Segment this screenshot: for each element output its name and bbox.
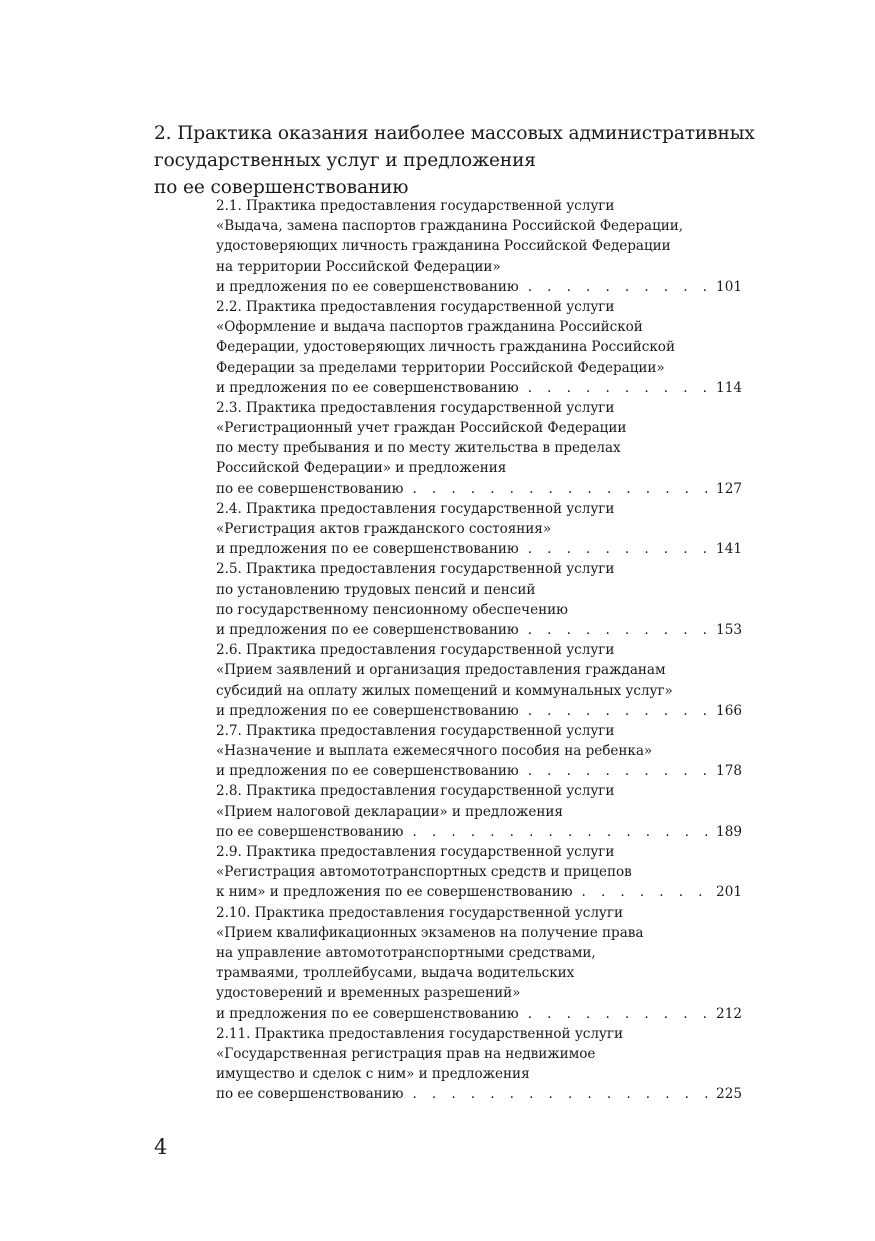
toc-entry-last-line — [216, 882, 742, 902]
toc-entry-line: «Регистрация актов гражданского состояния» — [216, 521, 552, 537]
toc-entry-2-11[interactable] — [216, 1024, 742, 1105]
toc-entry-2-7[interactable] — [216, 721, 742, 782]
toc-entry-last-line — [216, 620, 742, 640]
toc-entry-line: удостоверений и временных разрешений» — [216, 985, 521, 1002]
toc-entry-line: субсидий на оплату жилых помещений и коммунальных услуг» — [216, 682, 673, 699]
toc-entry-line: и предложения по ее совершенствованию — [216, 763, 519, 780]
toc-entry-line: «Регистрационный учет граждан Российской Федерации — [216, 420, 627, 437]
toc-entry-line: и предложения по ее совершенствованию — [216, 379, 519, 396]
dot-leader — [412, 479, 708, 499]
dot-leader — [412, 822, 708, 842]
toc-entry-2-1[interactable] — [216, 196, 742, 297]
dot-leader — [582, 882, 709, 902]
toc-entry-last-line — [216, 822, 742, 842]
toc-entry-line: Федерации, удостоверяющих личность гражданина Российской — [216, 339, 675, 356]
toc-entry-line: «Регистрация автомототранспортных средств и прицепов — [216, 864, 632, 881]
page-number: 4 — [154, 1135, 168, 1159]
toc-entry-line: 2.5. Практика предоставления государственной услуги — [216, 561, 615, 578]
toc-entry-line: «Прием заявлений и организация предоставления гражданам — [216, 662, 666, 679]
toc-entry-last-line — [216, 1004, 742, 1024]
toc-entry-line: Федерации за пределами территории Российской Федерации» — [216, 359, 665, 376]
toc-entry-line: 2.7. Практика предоставления государственной услуги — [216, 722, 615, 739]
toc-page-number: 166 — [716, 702, 742, 719]
heading-line: по ее совершенствованию — [154, 177, 409, 198]
toc-entry-line: 2.9. Практика предоставления государственной услуги — [216, 844, 615, 860]
toc-entry-line: по ее совершенствованию — [216, 1086, 404, 1103]
toc-entry-last-line — [216, 277, 742, 297]
toc-entry-2-4[interactable] — [216, 499, 742, 560]
dot-leader — [528, 277, 708, 297]
dot-leader — [412, 1084, 708, 1104]
toc-entry-line: по государственному пенсионному обеспечению — [216, 601, 568, 618]
section-heading — [154, 120, 774, 201]
toc-entry-2-3[interactable] — [216, 398, 742, 499]
dot-leader — [528, 1004, 708, 1024]
heading-line: государственных услуг и предложения — [154, 150, 536, 171]
toc-entry-line: по ее совершенствованию — [216, 480, 404, 497]
toc-entry-line: 2.1. Практика предоставления государственной услуги — [216, 198, 615, 214]
toc-entry-line: «Назначение и выплата ежемесячного пособия на ребенка» — [216, 743, 653, 760]
toc-entry-line: 2.11. Практика предоставления государственной услуги — [216, 1025, 623, 1042]
toc-page-number: 225 — [716, 1086, 742, 1103]
dot-leader — [528, 701, 708, 721]
toc-entry-2-10[interactable] — [216, 903, 742, 1024]
toc-entry-last-line — [216, 1084, 742, 1104]
toc-entry-line: «Прием налоговой декларации» и предложения — [216, 803, 563, 820]
toc-entry-2-6[interactable] — [216, 640, 742, 721]
heading-line: 2. Практика оказания наиболее массовых административных — [154, 123, 755, 144]
toc-page-number: 127 — [716, 480, 742, 497]
toc-entry-line: по установлению трудовых пенсий и пенсий — [216, 581, 536, 598]
toc-page-number: 101 — [716, 278, 742, 295]
toc-entry-line: и предложения по ее совершенствованию — [216, 541, 519, 558]
toc-entry-last-line — [216, 701, 742, 721]
toc-entry-line: 2.6. Практика предоставления государственной услуги — [216, 642, 615, 659]
toc-entry-2-8[interactable] — [216, 781, 742, 842]
toc-page-number: 141 — [716, 541, 742, 558]
toc-entry-2-9[interactable] — [216, 842, 742, 903]
toc-entry-line: 2.3. Практика предоставления государственной услуги — [216, 399, 615, 416]
toc-entry-line: «Оформление и выдача паспортов гражданина Российской — [216, 319, 643, 336]
toc-entry-line: по месту пребывания и по месту жительства в пределах — [216, 440, 621, 457]
toc-entry-line: 2.4. Практика предоставления государственной услуги — [216, 500, 615, 517]
toc-entry-line: удостоверяющих личность гражданина Российской Федерации — [216, 238, 671, 255]
toc-entry-line: «Прием квалификационных экзаменов на получение права — [216, 924, 644, 941]
toc-entry-line: 2.8. Практика предоставления государственной услуги — [216, 783, 615, 800]
toc-entry-line: и предложения по ее совершенствованию — [216, 1005, 519, 1022]
toc-entry-line: по ее совершенствованию — [216, 823, 404, 840]
toc-entry-line: «Выдача, замена паспортов гражданина Российской Федерации, — [216, 218, 684, 235]
table-of-contents — [216, 196, 742, 1104]
toc-page-number: 178 — [716, 763, 742, 780]
toc-page-number: 114 — [716, 379, 742, 396]
toc-entry-line: и предложения по ее совершенствованию — [216, 278, 519, 295]
dot-leader — [528, 378, 708, 398]
toc-entry-last-line — [216, 378, 742, 398]
dot-leader — [528, 761, 708, 781]
toc-entry-last-line — [216, 479, 742, 499]
toc-entry-line: к ним» и предложения по ее совершенствованию — [216, 884, 573, 901]
toc-entry-line: 2.10. Практика предоставления государственной услуги — [216, 904, 623, 921]
toc-entry-line: трамваями, троллейбусами, выдача водительских — [216, 965, 575, 982]
toc-entry-last-line — [216, 761, 742, 781]
toc-entry-line: «Государственная регистрация прав на недвижимое — [216, 1045, 596, 1062]
toc-entry-line: и предложения по ее совершенствованию — [216, 702, 519, 719]
toc-entry-line: имущество и сделок с ним» и предложения — [216, 1066, 530, 1083]
toc-page-number: 153 — [716, 621, 742, 638]
toc-entry-line: на территории Российской Федерации» — [216, 258, 501, 275]
toc-entry-line: Российской Федерации» и предложения — [216, 460, 507, 477]
dot-leader — [528, 539, 708, 559]
toc-entry-line: 2.2. Практика предоставления государственной услуги — [216, 298, 615, 315]
toc-entry-line: и предложения по ее совершенствованию — [216, 621, 519, 638]
toc-page-number: 212 — [716, 1005, 742, 1022]
toc-entry-last-line — [216, 539, 742, 559]
toc-page-number: 189 — [716, 823, 742, 840]
toc-entry-line: на управление автомототранспортными средствами, — [216, 944, 596, 961]
toc-entry-2-5[interactable] — [216, 559, 742, 640]
dot-leader — [528, 620, 708, 640]
toc-page-number: 201 — [716, 884, 742, 901]
toc-entry-2-2[interactable] — [216, 297, 742, 398]
